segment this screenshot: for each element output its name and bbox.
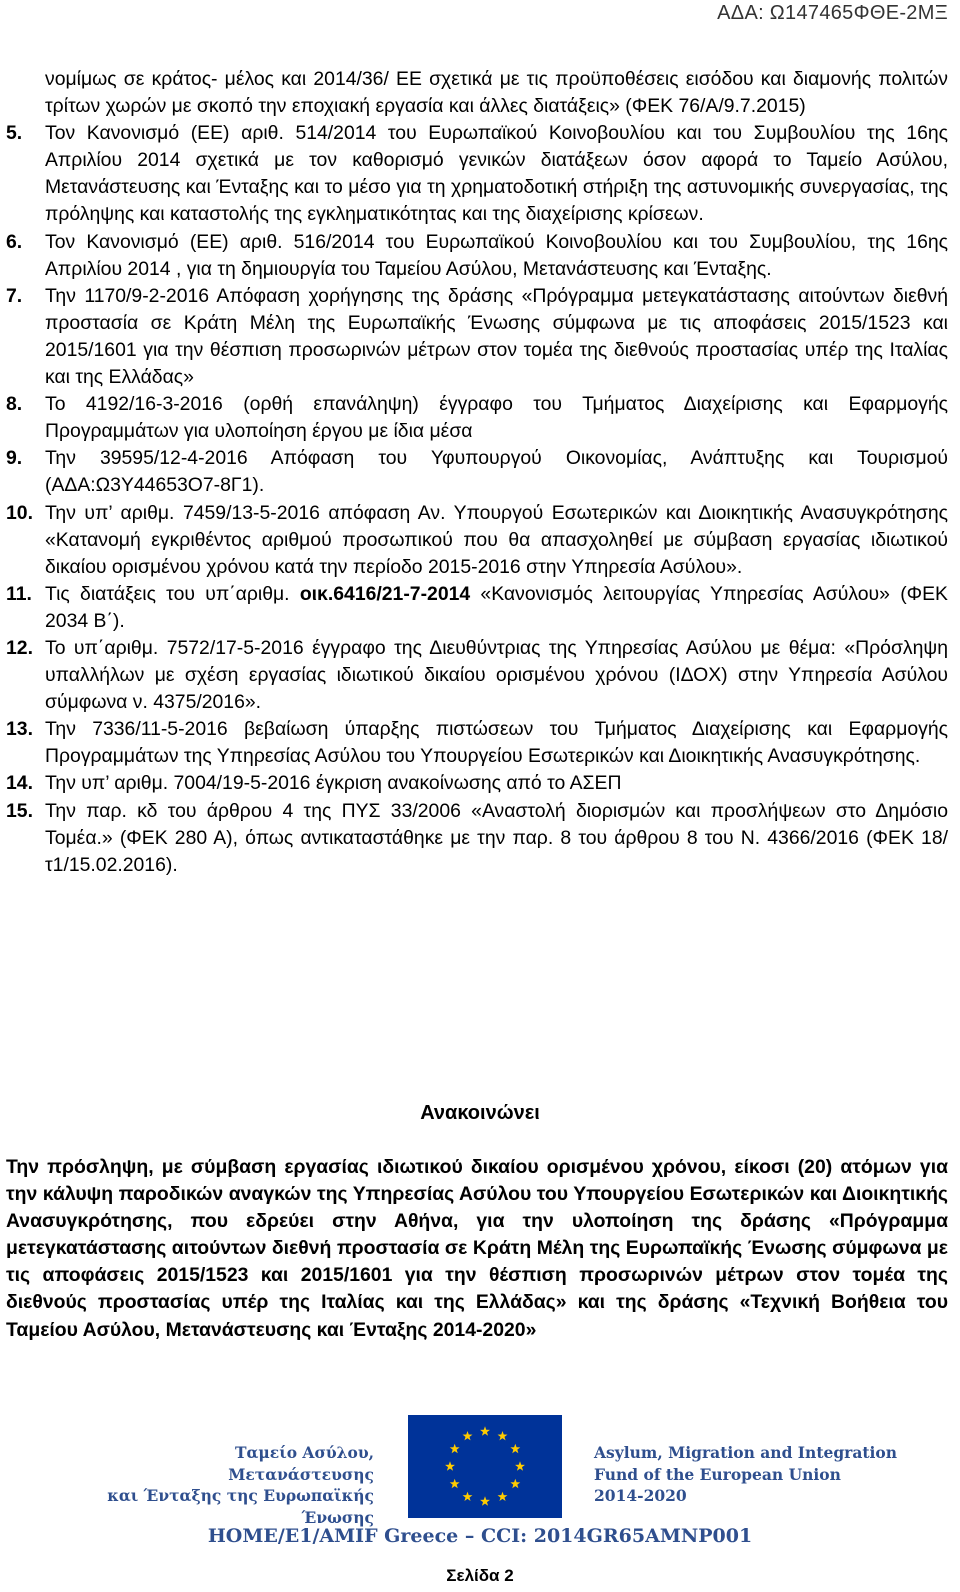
list-item bbox=[6, 635, 948, 716]
item-number: 13. bbox=[6, 718, 33, 741]
fund-name-english-line: Fund of the European Union bbox=[594, 1464, 841, 1484]
item-text: Την 1170/9-2-2016 Απόφαση χορήγησης της δράσης «Πρόγραμμα μετεγκατάστασης αιτούντων διεθνή προστασία σε Κράτη Μέλη της Ευρωπαϊκής Ένωσης σύμφωνα με τις αποφάσεις 2015/1523 και 2015/1601 για την θέσπιση προσωρινών μέτρων στον τομέα της διεθνούς προστασίας υπέρ της Ιταλίας και της Ελλάδας» bbox=[45, 284, 948, 389]
document-body bbox=[6, 66, 948, 879]
list-item bbox=[6, 581, 948, 635]
section-heading: Ανακοινώνει bbox=[420, 1102, 540, 1124]
list-item bbox=[6, 716, 948, 770]
list-item bbox=[6, 283, 948, 391]
list-item bbox=[6, 770, 948, 797]
item-text: Το 4192/16-3-2016 (ορθή επανάληψη) έγγραφο του Τμήματος Διαχείρισης και Εφαρμογής Προγραμμάτων για υλοποίηση έργου με ίδια μέσα bbox=[45, 393, 948, 443]
list-item bbox=[6, 120, 948, 228]
fund-name-greek-line: Ένωσης bbox=[301, 1507, 374, 1527]
item-number: 15. bbox=[6, 799, 33, 822]
item-text: Το υπ΄αριθμ. 7572/17-5-2016 έγγραφο της Διευθύντριας της Υπηρεσίας Ασύλου με θέμα: «Πρόσληψη υπαλλήλων με σχέση εργασίας ιδιωτικού δικαίου ορισμένου χρόνου (ΙΔΟΧ) στην Υπηρεσία Ασύλου σύμφωνα ν. 4375/2016». bbox=[45, 636, 948, 714]
item-number: 9. bbox=[6, 447, 23, 470]
item-number: 10. bbox=[6, 501, 33, 524]
item-text: Την 7336/11-5-2016 βεβαίωση ύπαρξης πιστώσεων του Τμήματος Διαχείρισης και Εφαρμογής Προγραμμάτων της Υπηρεσίας Ασύλου του Υπουργείου Εσωτερικών και Διοικητικής Ανασυγκρότησης. bbox=[45, 718, 948, 768]
ada-code: ΑΔΑ: Ω147465ΦΘΕ-2ΜΞ bbox=[717, 2, 948, 24]
cci-code: HOME/E1/AMIF Greece – CCI: 2014GR65AMNP001 bbox=[207, 1525, 753, 1547]
list-item bbox=[6, 500, 948, 581]
item-number: 7. bbox=[6, 284, 23, 307]
fund-name-english-line: 2014-2020 bbox=[594, 1486, 687, 1505]
continuation-paragraph: νομίμως σε κράτος- μέλος και 2014/36/ ΕΕ σχετικά με τις προϋποθέσεις εισόδου και διαμονής πολιτών τρίτων χωρών με σκοπό την εποχιακή εργασία και άλλες διατάξεις» (ΦΕΚ 76/Α/9.7.2015) bbox=[45, 68, 948, 118]
list-item bbox=[6, 445, 948, 499]
fund-name-english-line: Asylum, Migration and Integration bbox=[594, 1443, 898, 1462]
page-number: Σελίδα 2 bbox=[446, 1566, 514, 1585]
item-text: Την υπ’ αριθμ. 7004/19-5-2016 έγκριση ανακοίνωσης από το ΑΣΕΠ bbox=[45, 772, 622, 795]
item-number: 8. bbox=[6, 393, 23, 416]
fund-name-greek bbox=[96, 1442, 374, 1528]
item-number: 12. bbox=[6, 636, 33, 659]
fund-name-greek-line: και Ένταξης της Ευρωπαϊκής bbox=[107, 1486, 374, 1505]
list-item bbox=[6, 798, 948, 879]
item-number: 5. bbox=[6, 122, 23, 145]
item-text: Την παρ. κδ του άρθρου 4 της ΠΥΣ 33/2006 «Αναστολή διορισμών και προσλήψεων στο Δημόσιο Τομέα.» (ΦΕΚ 280 Α), όπως αντικαταστάθηκε με την παρ. 8 του άρθρου 8 του Ν. 4366/2016 (ΦΕΚ 18/τ1/15.02.2016). bbox=[45, 799, 948, 876]
item-text: Την υπ’ αριθμ. 7459/13-5-2016 απόφαση Αν. Υπουργού Εσωτερικών και Διοικητικής Ανασυγκρότησης «Κατανομή εγκριθέντος αριθμού προσωπικού που θα απασχοληθεί με σύμβαση εργασίας ιδιωτικού δικαίου ορισμένου χρόνου κατά την περίοδο 2015-2016 στην Υπηρεσία Ασύλου». bbox=[45, 501, 948, 578]
item-text: Τον Κανονισμό (ΕΕ) αριθ. 516/2014 του Ευρωπαϊκού Κοινοβουλίου και του Συμβουλίου, της 16ης Απριλίου 2014 , για τη δημιουργία του Ταμείου Ασύλου, Μετανάστευσης και Ένταξης. bbox=[45, 230, 948, 280]
list-item bbox=[6, 391, 948, 445]
item-number: 11. bbox=[6, 582, 32, 605]
item-text-bold: οικ.6416/21-7-2014 bbox=[299, 582, 471, 605]
item-number: 14. bbox=[6, 772, 33, 795]
fund-name-greek-line: Ταμείο Ασύλου, Μετανάστευσης bbox=[228, 1443, 374, 1484]
item-text: Την 39595/12-4-2016 Απόφαση του Υφυπουργού Οικονομίας, Ανάπτυξης και Τουρισμού (ΑΔΑ:Ω3Υ44653Ο7-8Γ1). bbox=[45, 447, 948, 497]
item-text bbox=[45, 581, 948, 635]
item-text: Τον Κανονισμό (ΕΕ) αριθ. 514/2014 του Ευρωπαϊκού Κοινοβουλίου και του Συμβουλίου της 16ης Απριλίου 2014 σχετικά με τον καθορισμό γενικών διατάξεων όσον αφορά το Ταμείο Ασύλου, Μετανάστευσης και Ένταξης και το μέσο για τη χρηματοδοτική στήριξη της αστυνομικής συνεργασίας, της πρόληψης και καταστολής της εγκληματικότητας και της διαχείρισης κρίσεων. bbox=[45, 122, 948, 226]
eu-flag-icon bbox=[408, 1415, 562, 1518]
announcement-paragraph: Την πρόσληψη, με σύμβαση εργασίας ιδιωτικού δικαίου ορισμένου χρόνου, είκοσι (20) ατόμων για την κάλυψη παροδικών αναγκών της Υπηρεσίας Ασύλου του Υπουργείου Εσωτερικών και Διοικητικής Ανασυγκρότησης, που εδρεύει στην Αθήνα, για την υλοποίηση της δράσης «Πρόγραμμα μετεγκατάστασης αιτούντων διεθνή προστασία σε Κράτη Μέλη της Ευρωπαϊκής Ένωσης σύμφωνα με τις αποφάσεις 2015/1523 και 2015/1601 για την θέσπιση προσωρινών μέτρων στον τομέα της διεθνούς προστασίας υπέρ της Ιταλίας και της Ελλάδας» και της δράσης «Τεχνική Βοήθεια του Ταμείου Ασύλου, Μετανάστευσης και Ένταξης 2014-2020» bbox=[6, 1156, 948, 1341]
item-number: 6. bbox=[6, 230, 23, 253]
item-text-post: «Κανονισμός λειτουργίας Υπηρεσίας Ασύλου» (ΦΕΚ 2034 Β΄). bbox=[45, 582, 948, 632]
fund-name-english bbox=[594, 1442, 914, 1507]
list-item bbox=[6, 229, 948, 283]
item-text-pre: Τις διατάξεις του υπ΄αριθμ. bbox=[45, 582, 300, 605]
